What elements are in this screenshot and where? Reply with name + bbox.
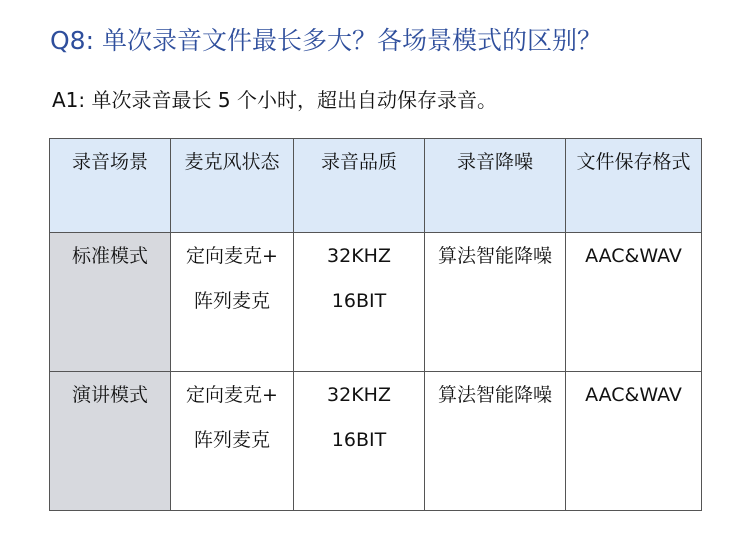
cell-quality <box>294 372 425 511</box>
table-row <box>50 233 702 372</box>
header-file-format: 文件保存格式 <box>566 139 702 233</box>
cell-mic-state <box>171 372 294 511</box>
mic-line: 定向麦克+ <box>186 384 278 406</box>
quality-line: 32KHZ <box>327 384 391 406</box>
question-heading: Q8: 单次录音文件最长多大？各场景模式的区别？ <box>50 26 602 55</box>
mic-line: 阵列麦克 <box>193 429 270 451</box>
cell-mic-state <box>171 233 294 372</box>
cell-file-format: AAC&WAV <box>566 372 702 511</box>
answer-text: A1: 单次录音最长 5 个小时，超出自动保存录音。 <box>52 88 497 112</box>
recording-mode-table <box>49 138 702 511</box>
mic-line: 阵列麦克 <box>193 290 270 312</box>
table-row <box>50 372 702 511</box>
quality-line: 16BIT <box>331 290 387 312</box>
cell-noise-reduction: 算法智能降噪 <box>425 372 566 511</box>
cell-scene: 演讲模式 <box>50 372 171 511</box>
header-mic-state: 麦克风状态 <box>171 139 294 233</box>
cell-noise-reduction: 算法智能降噪 <box>425 233 566 372</box>
quality-line: 16BIT <box>331 429 387 451</box>
table-header-row <box>50 139 702 233</box>
cell-quality <box>294 233 425 372</box>
cell-scene: 标准模式 <box>50 233 171 372</box>
header-scene: 录音场景 <box>50 139 171 233</box>
quality-line: 32KHZ <box>327 245 391 267</box>
header-noise-reduction: 录音降噪 <box>425 139 566 233</box>
cell-file-format: AAC&WAV <box>566 233 702 372</box>
header-quality: 录音品质 <box>294 139 425 233</box>
mic-line: 定向麦克+ <box>186 245 278 267</box>
